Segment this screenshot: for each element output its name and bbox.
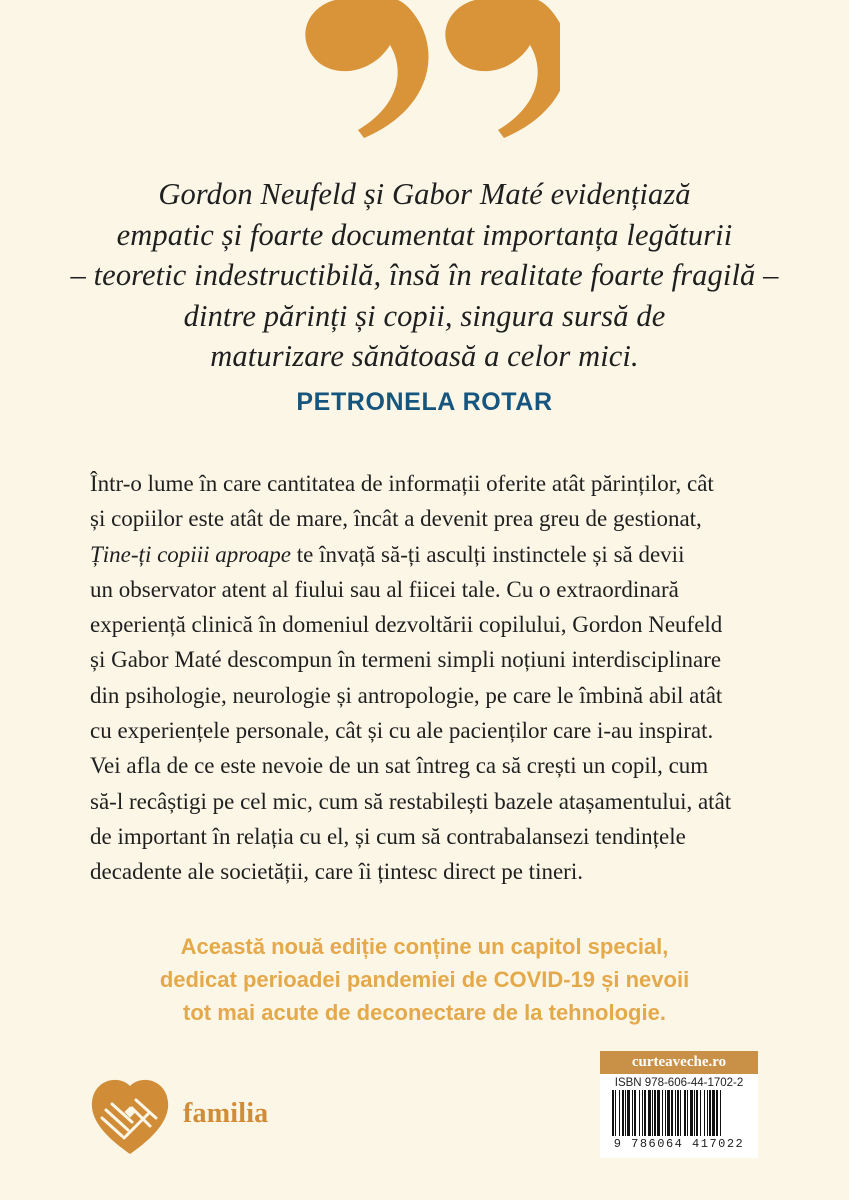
barcode-bar [652, 1090, 653, 1136]
endorsement-quote [60, 174, 789, 377]
barcode-bars [602, 1090, 756, 1138]
quote-author: PETRONELA ROTAR [296, 388, 553, 416]
barcode-number: 9 786064 417022 [613, 1137, 745, 1151]
isbn-text: ISBN 978-606-44-1702-2 [614, 1077, 744, 1089]
barcode-bar [667, 1090, 670, 1136]
quote-line: Gordon Neufeld și Gabor Maté evidențiază [158, 177, 691, 211]
barcode-bar [700, 1090, 701, 1136]
barcode-bar [707, 1090, 708, 1136]
barcode-bar [712, 1090, 715, 1136]
description-line: să-l recâștigi pe cel mic, cum să restabilești bazele atașamentului, atât [90, 788, 732, 814]
barcode-bar [612, 1090, 614, 1136]
edition-note-line: tot mai acute de deconectare de la tehnologie. [183, 1000, 666, 1025]
barcode-bar [687, 1090, 688, 1136]
description-line: un observator atent al fiului sau al fiicei tale. Cu o extraordinară [90, 576, 679, 602]
barcode-bar [615, 1090, 616, 1136]
description-line: te învață să-ți asculți instinctele și să devii [296, 541, 685, 567]
quote-line: dintre părinți și copii, singura sursă de [183, 298, 666, 333]
barcode-bar [662, 1090, 663, 1136]
barcode-bar [671, 1090, 673, 1136]
barcode-bar [625, 1090, 626, 1136]
description-line: Vei afla de ce este nevoie de un sat întreg ca să crești un copil, cum [90, 753, 709, 779]
barcode-bar [680, 1090, 681, 1136]
description-line: experiență clinică în domeniul dezvoltării copilului, Gordon Neufeld [90, 612, 723, 638]
barcode-bar [716, 1090, 718, 1136]
barcode-bar [632, 1090, 633, 1136]
barcode-bar [648, 1090, 651, 1136]
barcode-bar [654, 1090, 656, 1136]
description-line: și copiilor este atât de mare, încât a devenit prea greu de gestionat, [90, 506, 702, 532]
edition-note-line: dedicat perioadei pandemiei de COVID-19 și nevoii [159, 967, 690, 992]
edition-note-line: Această nouă ediție conține un capitol special, [180, 934, 669, 959]
barcode-bar [619, 1090, 620, 1136]
description-line: din psihologie, neurologie și antropologie, pe care le îmbină abil atât [90, 682, 723, 708]
barcode-bar [690, 1090, 693, 1136]
description-line: cu experiențele personale, cât și cu ale pacienților care i-au inspirat. [90, 718, 714, 744]
barcode-bar [704, 1090, 705, 1136]
barcode-bar [634, 1090, 636, 1136]
publisher-brand: familia [183, 1098, 269, 1129]
barcode-bar [694, 1090, 695, 1136]
quote-line: maturizare sănătoasă a celor mici. [210, 339, 639, 373]
barcode-bar [639, 1090, 640, 1136]
barcode-bar [675, 1090, 676, 1136]
barcode-bar [677, 1090, 679, 1136]
quote-line: empatic și foarte documentat importanța legăturii [116, 217, 733, 252]
barcode-block [600, 1051, 758, 1158]
description-line-with-title [90, 537, 762, 572]
barcode-bar [696, 1090, 698, 1136]
barcode-bar [642, 1090, 643, 1136]
publisher-website: curteaveche.ro [600, 1051, 758, 1074]
barcode-bar [657, 1090, 660, 1136]
barcode-bar [709, 1090, 711, 1136]
description-line: de important în relația cu el, și cum să contrabalansezi tendințele [90, 823, 686, 849]
quote-line: – teoretic indestructibilă, însă în realitate foarte fragilă – [70, 258, 779, 292]
book-title: Ține-ți copiii aproape [90, 541, 292, 567]
barcode-bar [684, 1090, 686, 1136]
edition-note [0, 930, 849, 1029]
closing-quotation-mark-icon [290, 0, 560, 140]
barcode-bar [622, 1090, 624, 1136]
barcode-bar [720, 1090, 721, 1136]
isbn-panel [600, 1074, 758, 1158]
book-description [90, 466, 762, 890]
barcode-bar [665, 1090, 666, 1136]
barcode-bar [627, 1090, 630, 1136]
description-line: și Gabor Maté descompun în termeni simpli noțiuni interdisciplinare [90, 647, 722, 673]
barcode-bar [644, 1090, 646, 1136]
description-line: Într-o lume în care cantitatea de informații oferite atât părinților, cât [90, 471, 714, 496]
heart-hands-logo-icon [88, 1078, 172, 1156]
description-line: decadente ale societății, care îi țintesc direct pe tineri. [90, 859, 583, 885]
